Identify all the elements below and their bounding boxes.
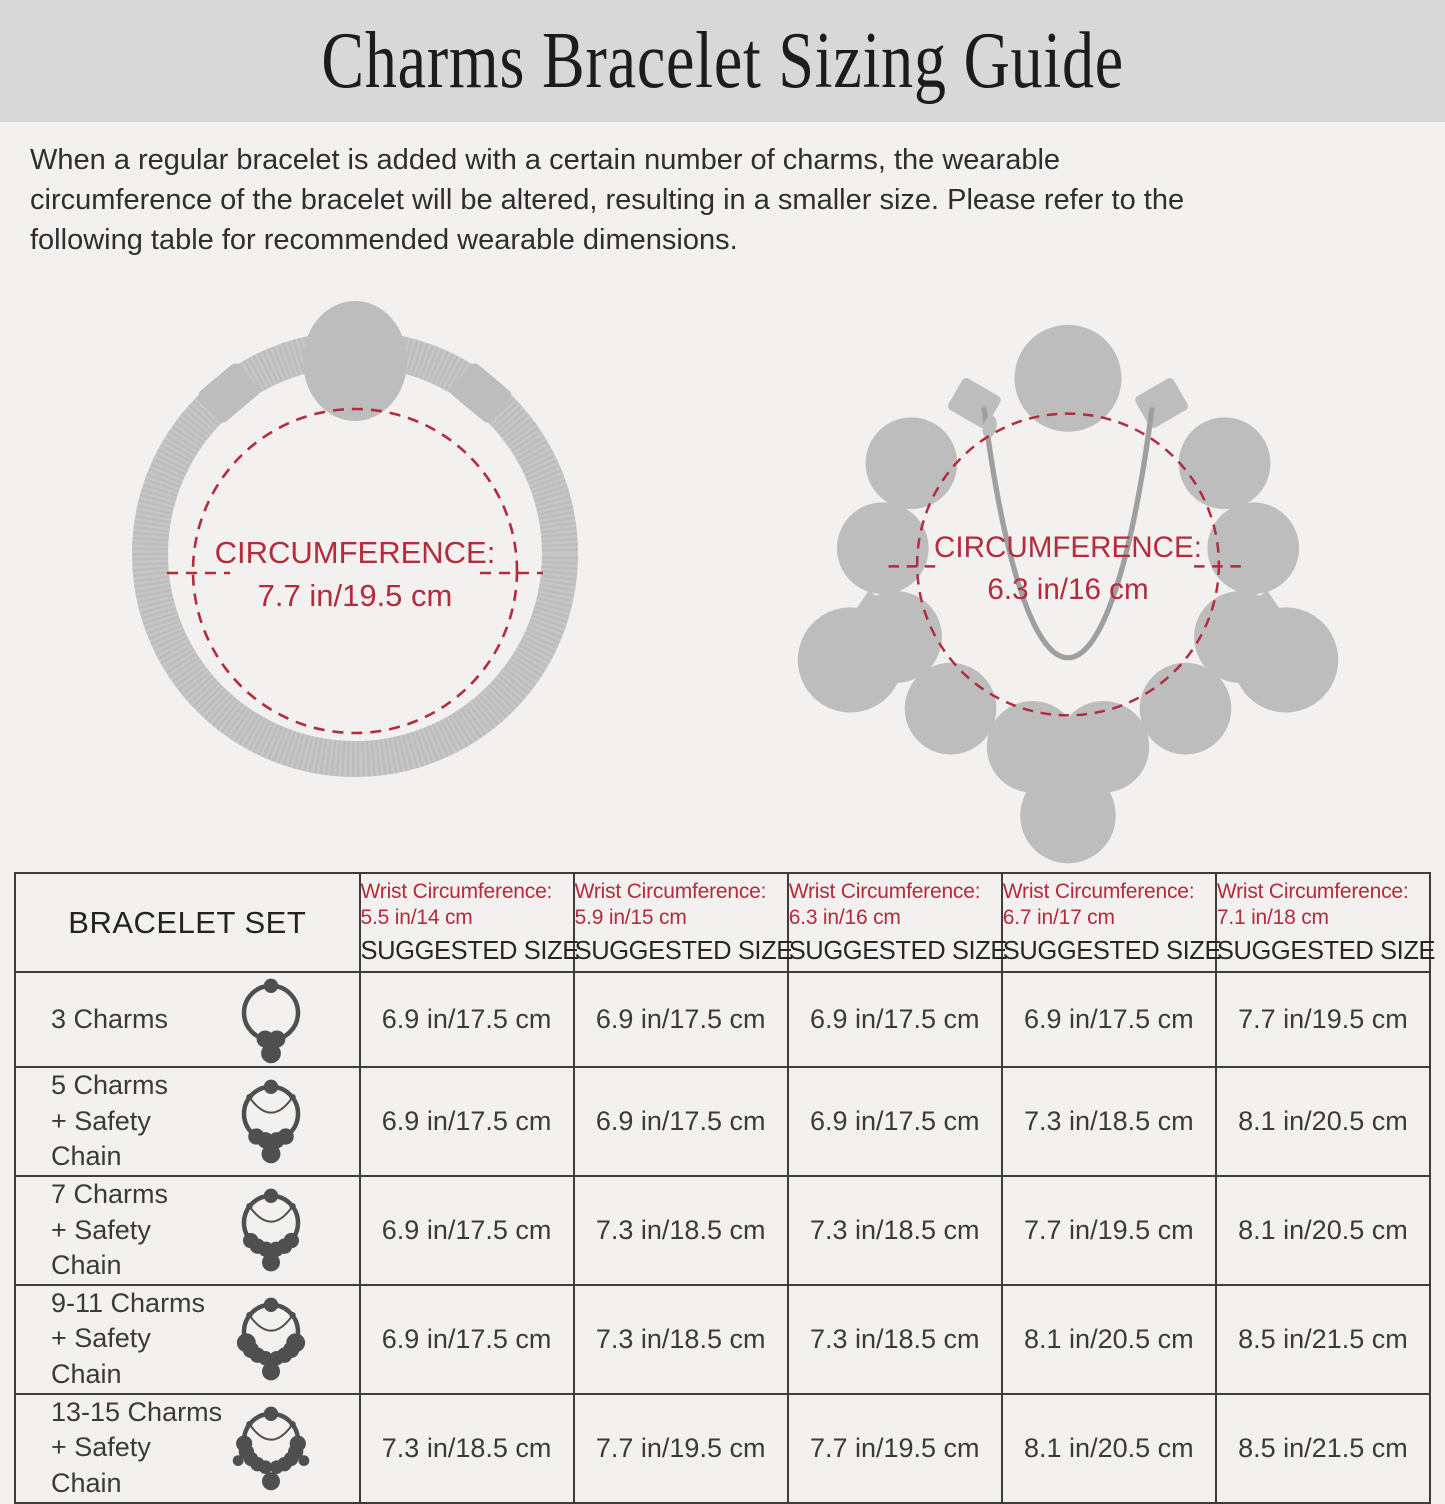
size-value: 6.9 in/17.5 cm <box>788 1067 1002 1176</box>
size-value: 7.3 in/18.5 cm <box>788 1285 1002 1394</box>
table-header-row <box>15 873 1430 972</box>
size-value: 8.1 in/20.5 cm <box>1216 1176 1430 1285</box>
charm-clasp <box>1015 325 1122 432</box>
column-header-16cm <box>788 873 1007 972</box>
row-label-cell <box>15 1285 360 1394</box>
size-value: 8.1 in/20.5 cm <box>1002 1394 1216 1503</box>
table-row <box>15 1394 1430 1503</box>
row-label-cell <box>15 1176 360 1285</box>
intro-line-1: When a regular bracelet is added with a certain number of charms, the wearable <box>30 144 1061 176</box>
size-value: 8.5 in/21.5 cm <box>1216 1285 1430 1394</box>
size-value: 8.1 in/20.5 cm <box>1002 1285 1216 1394</box>
table-row <box>15 1067 1430 1176</box>
size-value: 7.3 in/18.5 cm <box>1002 1067 1216 1176</box>
wrist-circumference-value: 7.1 in/18 cm <box>1216 905 1329 929</box>
table-row <box>15 1176 1430 1285</box>
charm-bracelet-illustration <box>743 278 1393 870</box>
wrist-circumference-label: Wrist Circumference: <box>360 880 553 904</box>
suggested-size-label: SUGGESTED SIZE <box>1002 936 1222 965</box>
bracelet-set-header: BRACELET SET <box>15 873 360 972</box>
bracelet-3-charms-icon <box>225 975 317 1065</box>
row-label-line1: 5 Charms <box>51 1070 169 1101</box>
size-value: 7.3 in/18.5 cm <box>574 1285 788 1394</box>
intro-line-3: following table for recommended wearable dimensions. <box>30 224 738 257</box>
wrist-circumference-value: 6.7 in/17 cm <box>1002 905 1115 929</box>
wrist-circumference-value: 6.3 in/16 cm <box>788 905 901 929</box>
bracelet-13-15-charms-safety-chain-icon <box>225 1403 317 1493</box>
bracelet-7-charms-safety-chain-icon <box>225 1185 317 1275</box>
row-label-line1: 13-15 Charms <box>51 1396 223 1427</box>
suggested-size-label: SUGGESTED SIZE <box>574 936 793 965</box>
page-title: Charms Bracelet Sizing Guide <box>321 16 1124 105</box>
row-label-cell <box>15 1394 360 1503</box>
bracelet-5-charms-safety-chain-icon <box>225 1076 317 1166</box>
intro-line-2: circumference of the bracelet will be altered, resulting in a smaller size. Please refer to the <box>30 184 1185 217</box>
size-value: 7.3 in/18.5 cm <box>788 1176 1002 1285</box>
size-value: 7.7 in/19.5 cm <box>1002 1176 1216 1285</box>
wrist-circumference-value: 5.9 in/15 cm <box>574 905 687 929</box>
circumference-value: 7.7 in/19.5 cm <box>257 578 453 614</box>
size-value: 6.9 in/17.5 cm <box>360 1285 574 1394</box>
column-header-14cm <box>360 873 579 972</box>
suggested-size-label: SUGGESTED SIZE <box>788 936 1007 965</box>
row-label-line2: + Safety Chain <box>51 1105 151 1172</box>
circumference-value: 6.3 in/16 cm <box>987 572 1149 606</box>
wrist-circumference-label: Wrist Circumference: <box>574 880 767 904</box>
size-value: 6.9 in/17.5 cm <box>360 972 574 1067</box>
plain-bracelet-illustration <box>55 286 655 806</box>
size-value: 6.9 in/17.5 cm <box>360 1067 574 1176</box>
row-label-line2: + Safety Chain <box>51 1214 151 1281</box>
row-label-cell <box>15 972 360 1067</box>
row-label-line1: 3 Charms <box>51 1003 169 1034</box>
size-value: 6.9 in/17.5 cm <box>574 1067 788 1176</box>
size-value: 7.7 in/19.5 cm <box>1216 972 1430 1067</box>
size-value: 7.3 in/18.5 cm <box>360 1394 574 1503</box>
wrist-circumference-label: Wrist Circumference: <box>788 880 981 904</box>
circumference-label: CIRCUMFERENCE: <box>934 530 1202 564</box>
size-value: 6.9 in/17.5 cm <box>1002 972 1216 1067</box>
size-value: 6.9 in/17.5 cm <box>788 972 1002 1067</box>
size-value: 7.7 in/19.5 cm <box>574 1394 788 1503</box>
diagrams-row <box>0 278 1445 872</box>
size-value: 7.3 in/18.5 cm <box>574 1176 788 1285</box>
column-header-17cm <box>1002 873 1222 972</box>
bracelet-9-11-charms-safety-chain-icon <box>225 1294 317 1384</box>
size-value: 8.5 in/21.5 cm <box>1216 1394 1430 1503</box>
size-value: 7.7 in/19.5 cm <box>788 1394 1002 1503</box>
table-row <box>15 1285 1430 1394</box>
row-label-line2: + Safety Chain <box>51 1432 151 1498</box>
wrist-circumference-label: Wrist Circumference: <box>1216 880 1409 904</box>
intro-paragraph <box>30 140 1445 260</box>
table-row <box>15 972 1430 1067</box>
circumference-label: CIRCUMFERENCE: <box>214 535 496 571</box>
title-banner <box>0 0 1445 122</box>
wrist-circumference-label: Wrist Circumference: <box>1002 880 1195 904</box>
size-value: 6.9 in/17.5 cm <box>574 972 788 1067</box>
row-label-line1: 7 Charms <box>51 1178 169 1209</box>
suggested-size-label: SUGGESTED SIZE <box>1216 936 1436 965</box>
size-value: 6.9 in/17.5 cm <box>360 1176 574 1285</box>
sizing-table <box>14 872 1436 1504</box>
bracelet-clasp <box>303 301 407 421</box>
suggested-size-label: SUGGESTED SIZE <box>360 936 579 965</box>
column-header-18cm <box>1216 873 1436 972</box>
charm-clip-right <box>1133 376 1189 429</box>
size-value: 8.1 in/20.5 cm <box>1216 1067 1430 1176</box>
row-label-line2: + Safety Chain <box>51 1323 151 1390</box>
circumference-dashed-circle <box>193 409 517 733</box>
row-label-cell <box>15 1067 360 1176</box>
row-label-line1: 9-11 Charms <box>51 1287 206 1318</box>
wrist-circumference-value: 5.5 in/14 cm <box>360 905 473 929</box>
column-header-15cm <box>574 873 793 972</box>
